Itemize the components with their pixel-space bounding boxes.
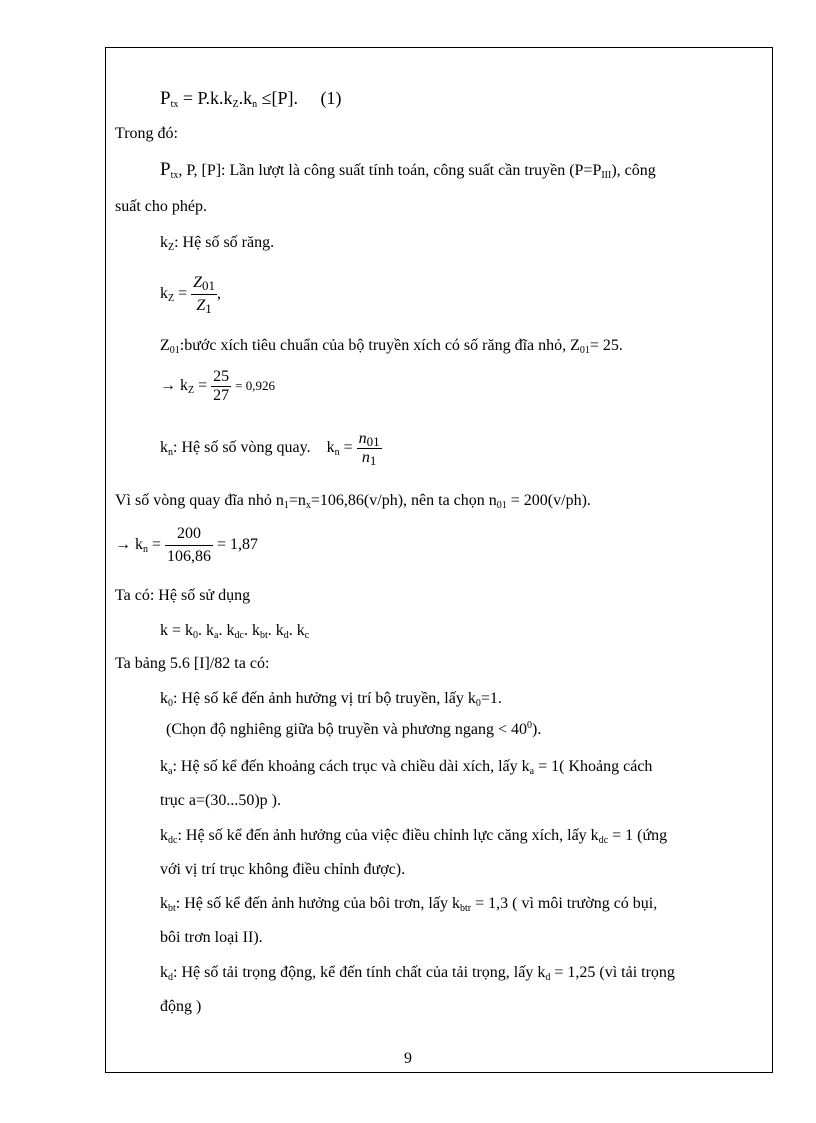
kbt-sub: bt <box>168 903 176 914</box>
vi-so-line <box>115 491 591 511</box>
def-p-cont: suất cho phép. <box>115 198 207 215</box>
ka-sub2: a <box>529 766 535 777</box>
kd-symbol: k <box>160 964 168 981</box>
kz-frac-den: Z <box>196 297 206 314</box>
k-formula-a: k = k <box>160 622 194 639</box>
kz-calc-num: 25 <box>213 368 230 385</box>
ta-bang-line: Ta bảng 5.6 [I]/82 ta có: <box>115 655 270 672</box>
vi-so-s2: x <box>305 500 311 511</box>
vi-so-a: Vì số vòng quay đĩa nhỏ n <box>115 492 284 509</box>
kz-calc-arrow: → k <box>160 377 188 395</box>
kbt-text: : Hệ số kể đến ảnh hưởng của bôi trơn, lấy k <box>175 895 460 912</box>
kn-calc-eq: = <box>148 536 166 554</box>
vi-so-c: =106,86(v/ph), nên ta chọn n <box>310 492 497 509</box>
k-formula <box>160 621 309 641</box>
formula-lhs-sub: tx <box>170 99 179 110</box>
kbt-def <box>160 894 657 914</box>
formula-sub-n: n <box>252 99 258 110</box>
formula-lhs: P <box>160 88 171 109</box>
kn-calc-den: 106,86 <box>167 548 212 565</box>
kn-calc-sub: n <box>143 544 148 556</box>
kd-sub: d <box>168 972 173 983</box>
k-formula-s0: 0 <box>193 630 199 641</box>
vi-so-b: =n <box>288 492 306 509</box>
k0-sub: 0 <box>168 698 173 709</box>
k-formula-f: . k <box>288 622 305 639</box>
kn-calc <box>115 523 258 568</box>
ka-text: : Hệ số kể đến khoảng cách trục và chiều dài xích, lấy k <box>172 758 530 775</box>
kd-sub2: d <box>545 972 551 983</box>
kn-fraction <box>357 430 382 467</box>
ka-cont: trục a=(30...50)p ). <box>160 792 281 809</box>
def-p3-sub: III <box>601 170 612 181</box>
kdc-sub2: dc <box>598 835 609 846</box>
formula-rhs-a: = P.k.k <box>178 88 233 108</box>
kn-def <box>160 430 382 467</box>
z01-text2: = 25. <box>589 337 623 354</box>
kz-frac-num-sub: 01 <box>202 278 216 293</box>
kn-def-text: : Hệ số số vòng quay. <box>173 439 311 457</box>
kbt-text2: = 1,3 ( vì môi trường có bụi, <box>471 895 658 912</box>
z01-def <box>160 336 623 356</box>
kn-calc-fraction <box>165 523 213 568</box>
def-p-text-a: , P, [P]: Lần lượt là công suất tính toán, công suất cần truyền (P=P <box>178 162 602 179</box>
def-p-symbol: P <box>160 159 171 180</box>
kz-calc-den: 27 <box>213 387 230 404</box>
kz-calc-eq: = <box>194 377 212 395</box>
k-formula-b: . k <box>198 622 215 639</box>
kz-fraction <box>191 272 217 317</box>
vi-so-s3: 01 <box>496 500 507 511</box>
kn-calc-result: = 1,87 <box>217 536 259 554</box>
ka-text2: = 1( Khoảng cách <box>534 758 653 775</box>
formula-rhs-c: ≤[P]. <box>257 88 299 108</box>
z01-sub: 01 <box>169 345 180 356</box>
z01-symbol: Z <box>160 337 170 354</box>
kz-formula-tail: , <box>217 285 222 303</box>
k-formula-sbt: bt <box>259 630 268 641</box>
formula-rhs-b: .k <box>238 88 253 108</box>
z01-sub2: 01 <box>579 345 590 356</box>
kn-sub: n <box>168 447 173 459</box>
page-number: 9 <box>404 1050 412 1067</box>
kn-frac-den: n <box>361 449 370 466</box>
formula-1 <box>160 88 342 109</box>
k-formula-sd: d <box>283 630 289 641</box>
def-p-text-b: ), công <box>611 162 656 179</box>
kdc-cont: với vị trí trục không điều chỉnh được). <box>160 861 406 878</box>
k0-text2: =1. <box>480 690 502 707</box>
kd-text2: = 1,25 (vì tải trọng <box>550 964 675 981</box>
ka-sub: a <box>168 766 173 777</box>
kdc-symbol: k <box>160 827 168 844</box>
kn-symbol: k <box>160 439 168 457</box>
chon-a: (Chọn độ nghiêng giữa bộ truyền và phương ngang < 40 <box>166 721 527 738</box>
kn-formula-k: k <box>326 439 335 457</box>
kbt-cont: bôi trơn loại II). <box>160 929 263 946</box>
def-p-sub: tx <box>170 170 179 181</box>
kz-frac-den-sub: 1 <box>205 301 212 316</box>
k0-def <box>160 689 502 709</box>
chon-sup: 0 <box>527 720 532 731</box>
kn-formula-sub: n <box>334 447 340 459</box>
kz-formula <box>160 272 221 317</box>
kd-def <box>160 963 675 983</box>
k-formula-d: . k <box>243 622 260 639</box>
kz-def <box>160 233 274 253</box>
kbt-symbol: k <box>160 895 168 912</box>
kn-formula-eq: = <box>339 439 357 457</box>
kz-def-text: : Hệ số số răng. <box>174 234 275 251</box>
kdc-text2: = 1 (ứng <box>608 827 668 844</box>
ka-symbol: k <box>160 758 168 775</box>
kd-cont: động ) <box>160 998 202 1015</box>
kn-calc-arrow: → k <box>115 536 143 554</box>
kz-formula-k: k <box>160 285 168 303</box>
kn-frac-num-sub: 01 <box>366 434 380 449</box>
kn-calc-num: 200 <box>177 525 202 542</box>
kbt-sub2: btr <box>459 903 472 914</box>
kz-frac-num: Z <box>193 274 203 291</box>
k-formula-c: . k <box>218 622 235 639</box>
kz-calc-result: = 0,926 <box>235 378 275 394</box>
def-p-line <box>160 160 656 181</box>
k0-text: : Hệ số kể đến ảnh hưởng vị trí bộ truyền, lấy k <box>173 690 476 707</box>
chon-line <box>166 720 541 740</box>
kz-calc-sub: Z <box>188 385 195 397</box>
kd-text: : Hệ số tải trọng động, kể đến tính chất của tải trọng, lấy k <box>173 964 546 981</box>
k-formula-e: . k <box>267 622 284 639</box>
kz-calc <box>160 368 275 405</box>
k-formula-sc: c <box>304 630 310 641</box>
kdc-sub: dc <box>168 835 178 846</box>
vi-so-d: = 200(v/ph). <box>506 492 591 509</box>
k-formula-sdc: dc <box>234 630 244 641</box>
ta-co-line: Ta có: Hệ số sử dụng <box>115 587 251 604</box>
vi-so-s1: 1 <box>283 500 289 511</box>
ka-def <box>160 757 652 777</box>
kdc-def <box>160 826 667 846</box>
kz-formula-sub: Z <box>168 293 175 305</box>
k0-sub2: 0 <box>475 698 481 709</box>
kz-sub: Z <box>168 242 175 253</box>
k-formula-sa: a <box>214 630 219 641</box>
kn-frac-den-sub: 1 <box>369 453 377 468</box>
equation-number: (1) <box>320 88 342 108</box>
z01-text: :bước xích tiêu chuẩn của bộ truyền xích có số răng đĩa nhỏ, Z <box>179 337 580 354</box>
trong-do-label: Trong đó: <box>115 125 178 142</box>
formula-sub-z: Z <box>232 99 239 110</box>
kdc-text: : Hệ số kể đến ảnh hưởng của việc điều chỉnh lực căng xích, lấy k <box>177 827 599 844</box>
kz-symbol: k <box>160 234 168 251</box>
k0-symbol: k <box>160 690 168 707</box>
kn-frac-num: n <box>358 430 367 447</box>
kz-formula-eq: = <box>174 285 192 303</box>
chon-b: ). <box>532 721 542 738</box>
kz-calc-fraction <box>211 368 231 405</box>
